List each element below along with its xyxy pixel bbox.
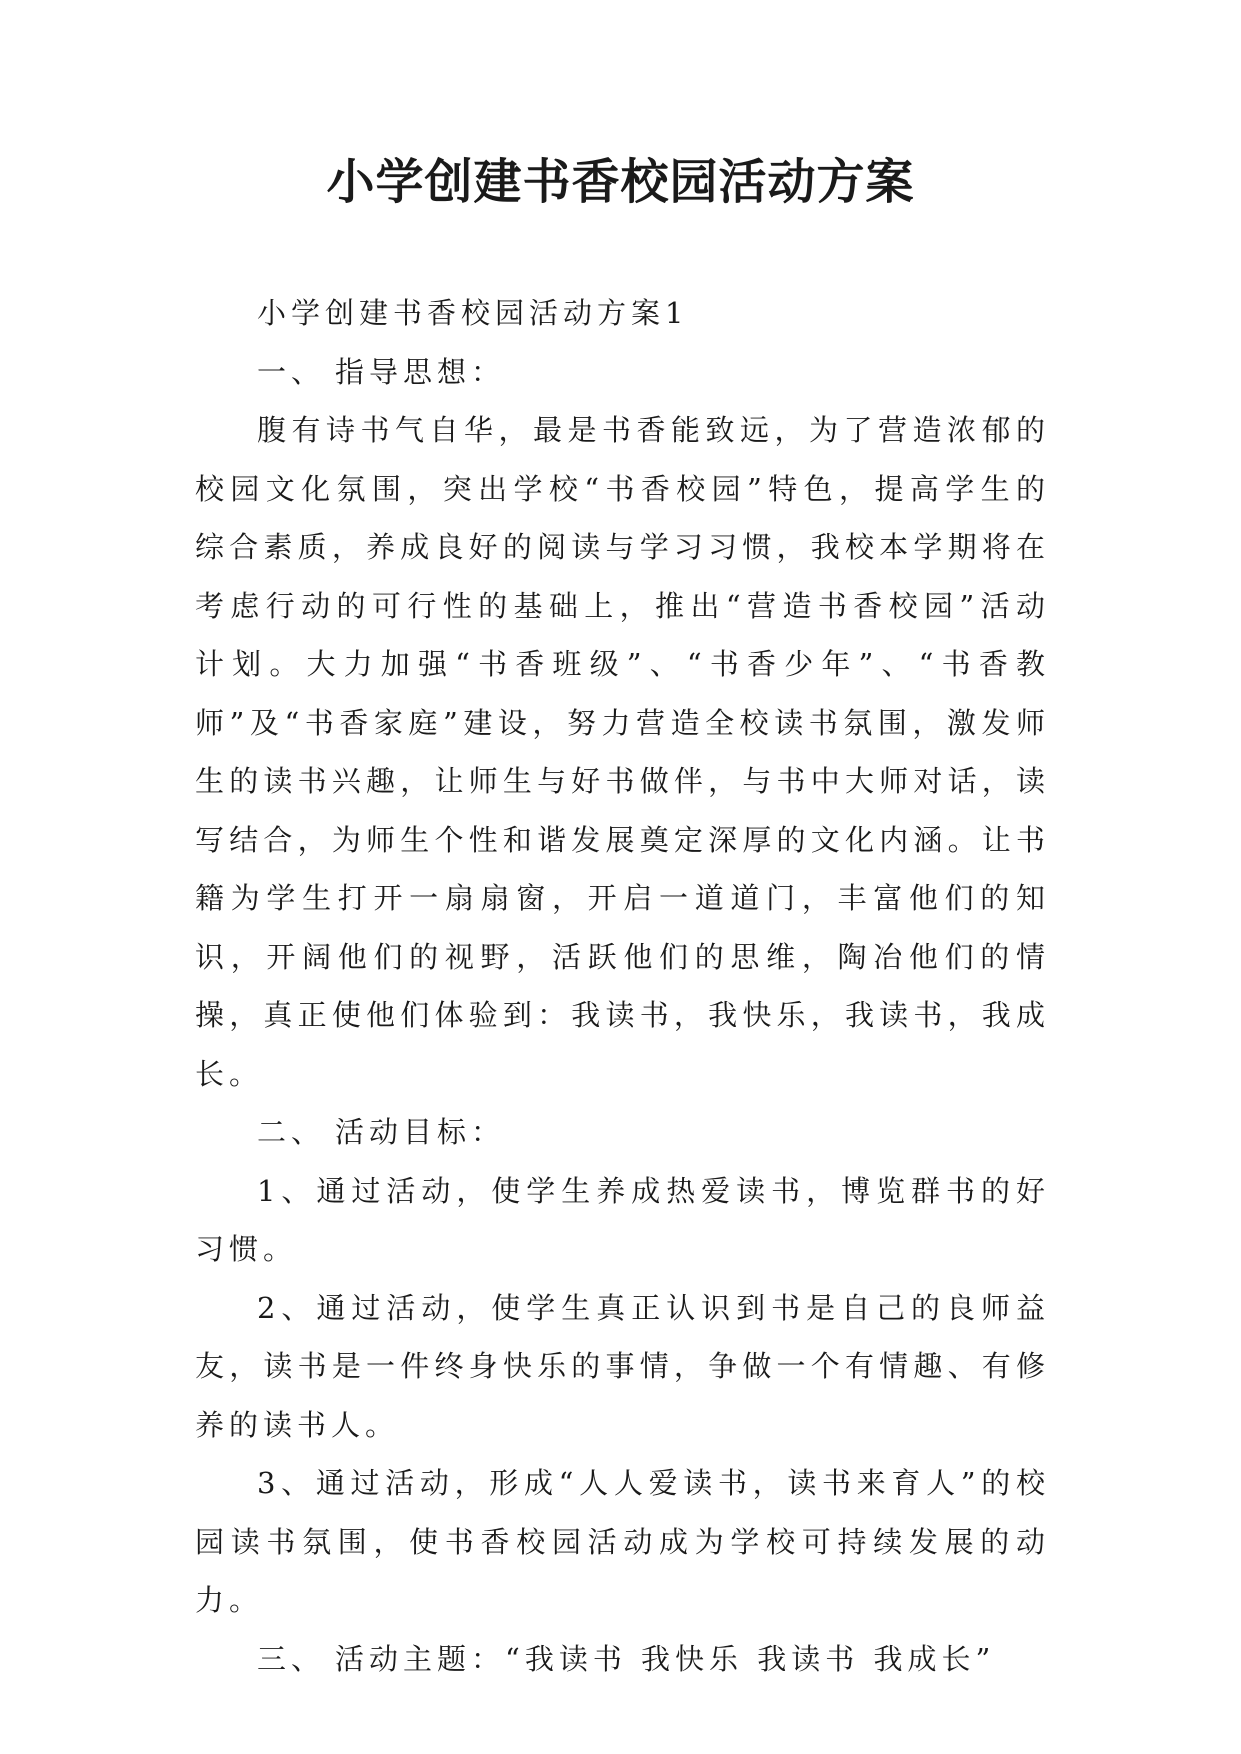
section-heading-text: 活动主题：“我读书 我快乐 我读书 我成长”	[335, 1641, 996, 1676]
document-title: 小学创建书香校园活动方案	[326, 154, 915, 210]
section-number: 一、	[257, 354, 326, 389]
goal-item-2: 2、通过活动，使学生真正认识到书是自己的良师益友，读书是一件终身快乐的事情，争做一个有情趣、有修养的读书人。	[195, 1290, 1050, 1442]
document-body	[195, 284, 1050, 1688]
section-number: 三、	[257, 1641, 326, 1676]
goal-item-1: 1、通过活动，使学生养成热爱读书，博览群书的好习惯。	[195, 1173, 1050, 1266]
section-heading-activity-goals	[195, 1103, 1050, 1162]
section-heading-guiding-ideology	[195, 343, 1050, 402]
paragraph-guiding-ideology: 腹有诗书气自华，最是书香能致远，为了营造浓郁的校园文化氛围，突出学校“书香校园”特色，提高学生的综合素质，养成良好的阅读与学习习惯，我校本学期将在考虑行动的可行性的基础上，推出“营造书香校园”活动计划。大力加强“书香班级”、“书香少年”、“书香教师”及“书香家庭”建设，努力营造全校读书氛围，激发师生的读书兴趣，让师生与好书做伴，与书中大师对话，读写结合，为师生个性和谐发展奠定深厚的文化内涵。让书籍为学生打开一扇扇窗，开启一道道门，丰富他们的知识，开阔他们的视野，活跃他们的思维，陶冶他们的情操，真正使他们体验到：我读书，我快乐，我读书，我成长。	[195, 413, 1050, 1091]
section-heading-text: 指导思想：	[335, 354, 506, 389]
section-heading-text: 活动目标：	[335, 1115, 506, 1149]
document-subtitle: 小学创建书香校园活动方案1	[257, 296, 689, 330]
goal-item-3: 3、通过活动，形成“人人爱读书，读书来育人”的校园读书氛围，使书香校园活动成为学校可持续发展的动力。	[195, 1466, 1050, 1617]
section-heading-activity-theme	[195, 1630, 1050, 1689]
section-number: 二、	[257, 1115, 326, 1149]
